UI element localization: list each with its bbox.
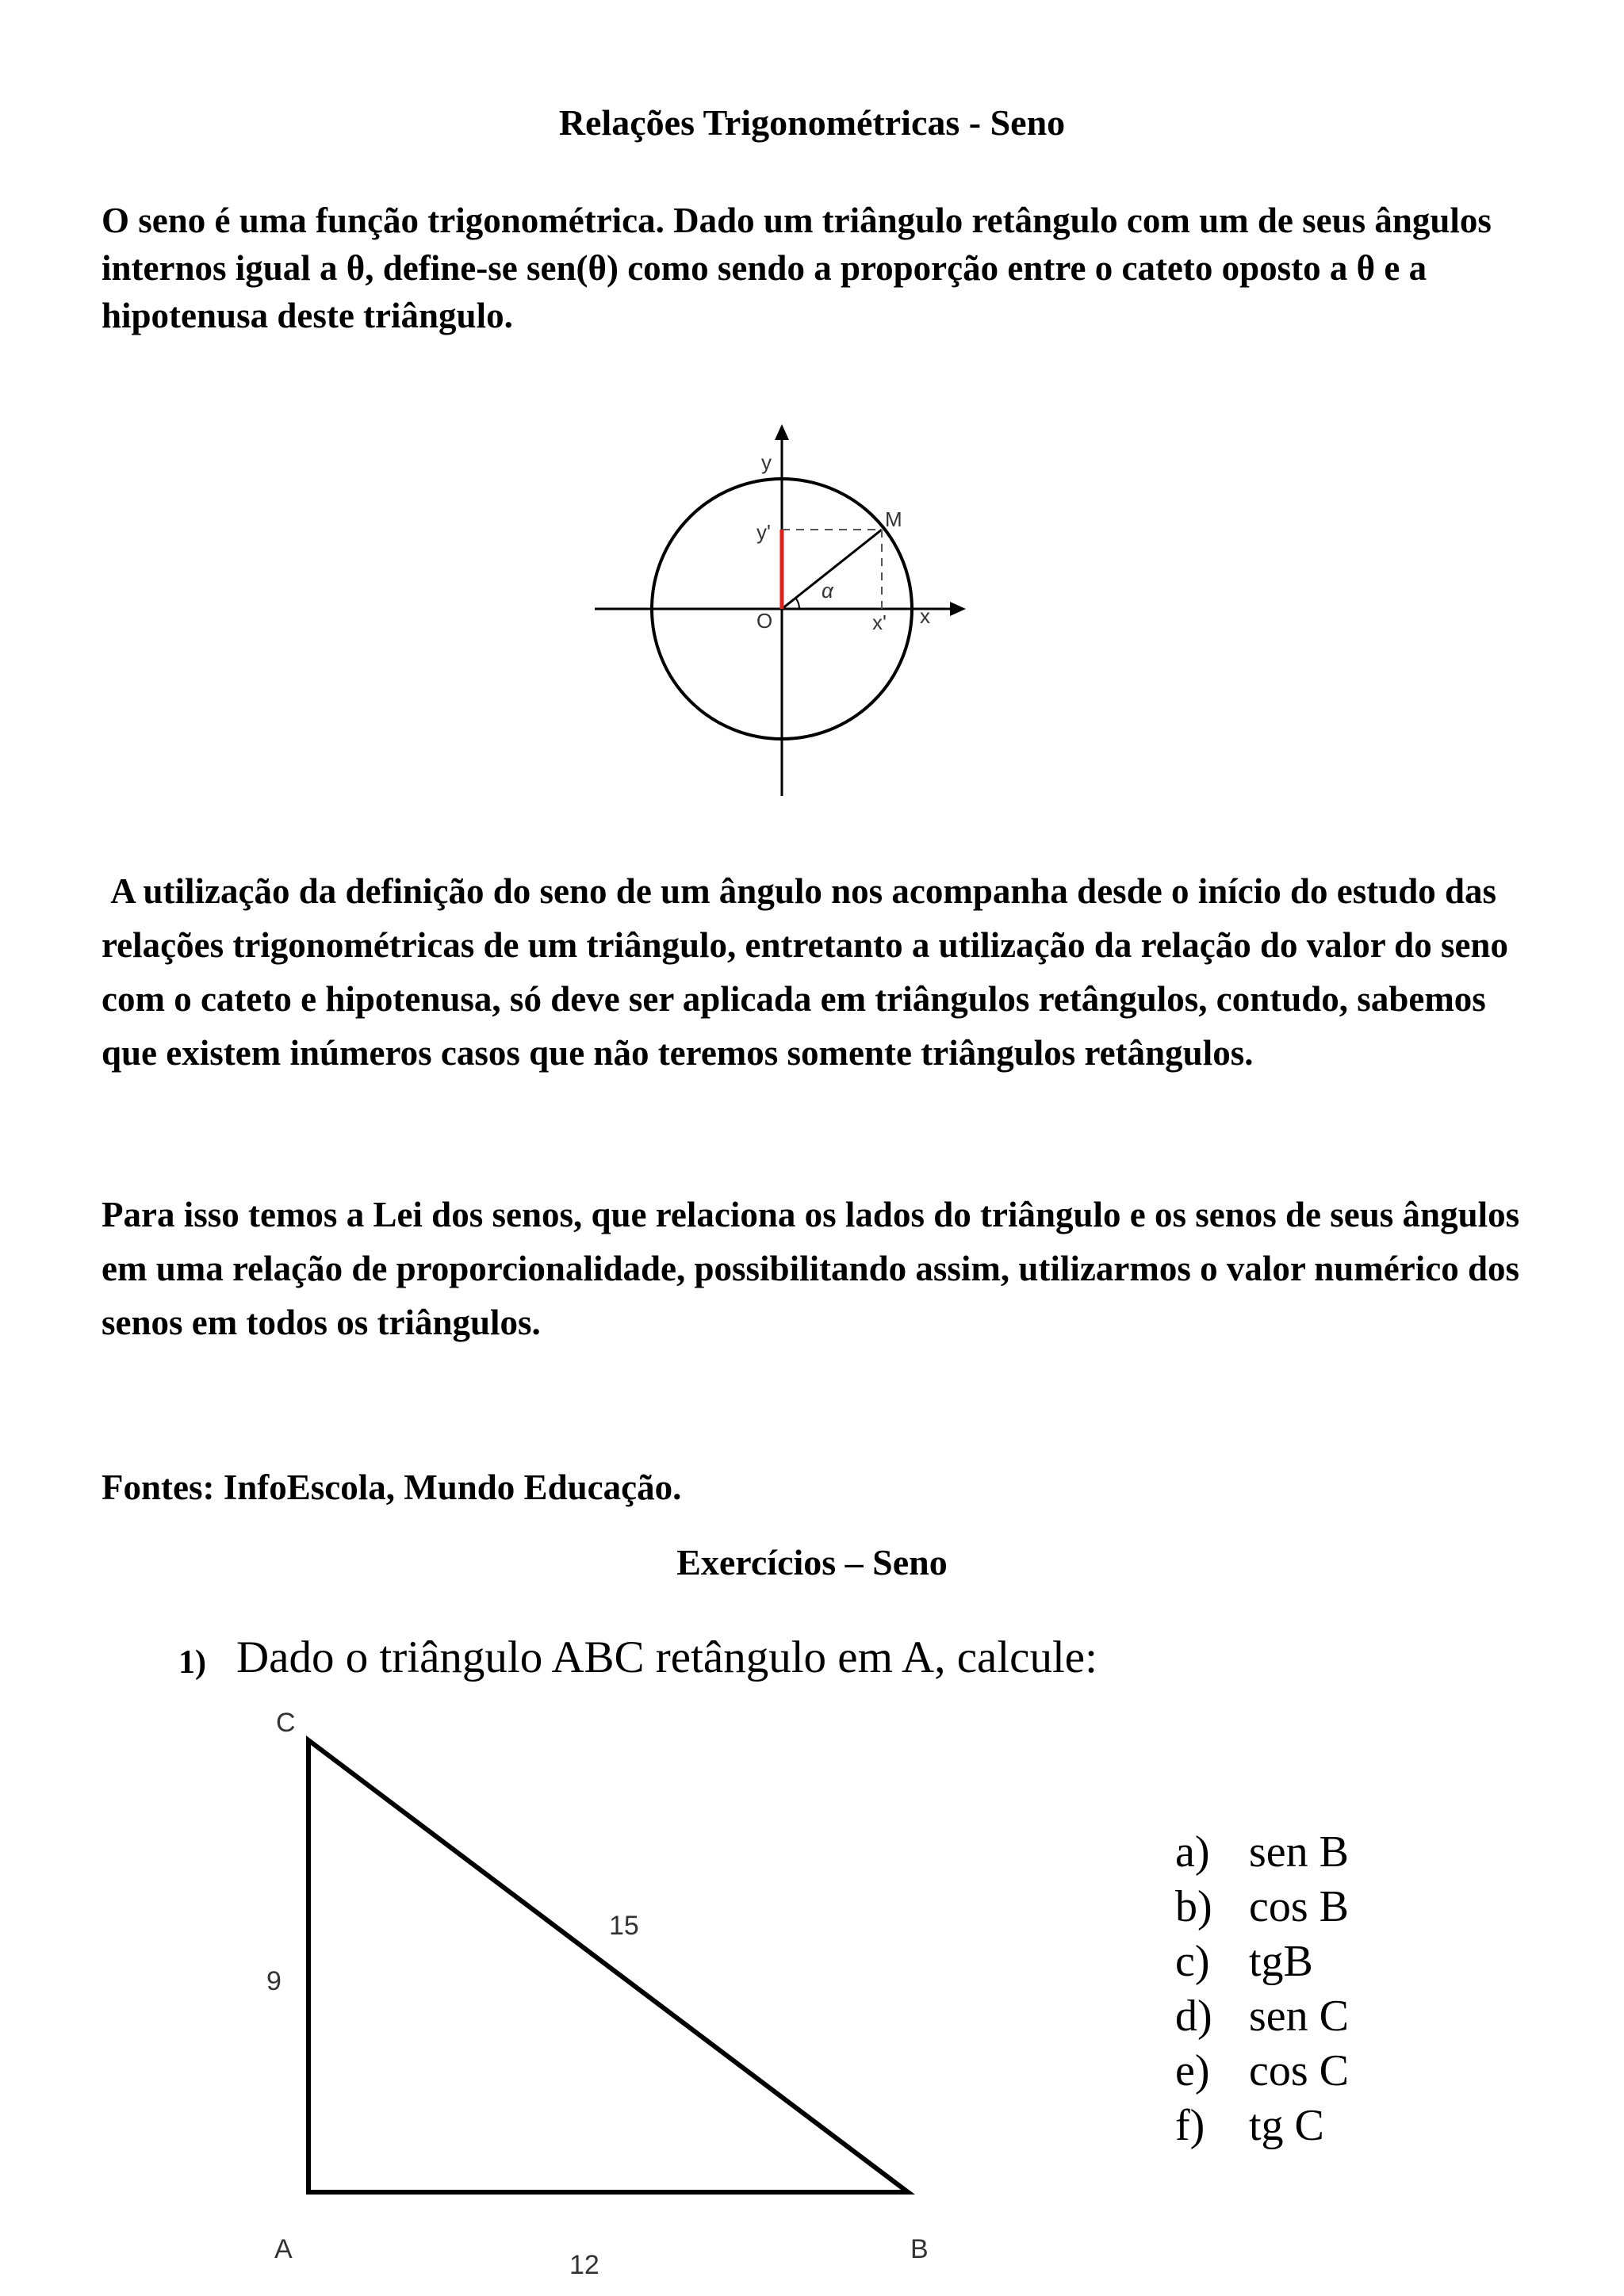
triangle-abc xyxy=(308,1740,908,2192)
item-text: tgB xyxy=(1249,1937,1313,1986)
intro-paragraph: O seno é uma função trigonométrica. Dado um triângulo retângulo com um de seus ângulos internos igual a θ, define-se sen(θ) como sendo a proporção entre o cateto oposto a θ e a hipotenusa deste triângulo. xyxy=(102,201,1492,335)
item-text: sen C xyxy=(1249,1992,1349,2041)
exercise-item xyxy=(1175,2044,1349,2099)
usage-paragraph-text: A utilização da definição do seno de um ângulo nos acompanha desde o início do estudo das relações trigonométricas de um triângulo, entretanto a utilização da relação do valor do seno com o cateto e hipotenusa, só deve ser aplicada em triângulos retângulos, contudo, sabemos que existem inúmeros casos que não teremos somente triângulos retângulos. xyxy=(102,871,1508,1073)
exercise-number: 1) xyxy=(178,1644,206,1681)
exercise-item xyxy=(1175,2099,1349,2153)
side-label-ab: 12 xyxy=(569,2250,599,2280)
label-angle-alpha: α xyxy=(822,579,833,603)
exercise-item xyxy=(1175,1989,1349,2044)
item-letter: c) xyxy=(1175,1937,1210,1986)
item-text: tg C xyxy=(1249,2101,1324,2150)
item-letter: f) xyxy=(1175,2101,1205,2150)
item-text: cos C xyxy=(1249,2046,1349,2095)
label-point-m: M xyxy=(885,507,902,531)
side-label-ac: 9 xyxy=(266,1966,282,1996)
item-letter: e) xyxy=(1175,2046,1210,2095)
unit-circle-figure xyxy=(587,412,983,801)
item-letter: b) xyxy=(1175,1882,1212,1931)
item-text: cos B xyxy=(1249,1882,1349,1931)
document-title: Relações Trigonométricas - Seno xyxy=(558,102,1066,143)
vertex-label-b: B xyxy=(910,2234,929,2264)
angle-arc xyxy=(795,598,799,609)
item-letter: a) xyxy=(1175,1827,1210,1877)
y-axis-arrow xyxy=(775,424,789,440)
side-label-bc: 15 xyxy=(609,1911,639,1941)
item-letter: d) xyxy=(1175,1992,1212,2041)
exercise-item xyxy=(1175,1880,1349,1934)
exercise-item xyxy=(1175,1934,1349,1989)
exercises-title: Exercícios – Seno xyxy=(676,1542,948,1582)
label-y-prime: y' xyxy=(756,520,771,544)
usage-paragraph xyxy=(102,864,1529,1080)
law-of-sines-paragraph: Para isso temos a Lei dos senos, que relaciona os lados do triângulo e os senos de seus ângulos em uma relação de proporcionalidade, possibilitando assim, utilizarmos o valor numérico dos senos em todos os triângulos. xyxy=(102,1195,1520,1342)
label-x-axis: x xyxy=(920,604,930,628)
vertex-label-c: C xyxy=(276,1708,296,1738)
label-x-prime: x' xyxy=(872,610,887,634)
exercise-statement: Dado o triângulo ABC retângulo em A, calcule: xyxy=(236,1632,1097,1682)
vertex-label-a: A xyxy=(274,2234,293,2264)
sources-line: Fontes: InfoEscola, Mundo Educação. xyxy=(102,1468,682,1507)
label-origin: O xyxy=(756,609,773,633)
item-text: sen B xyxy=(1249,1827,1349,1877)
exercise-item xyxy=(1175,1825,1349,1880)
label-y-axis: y xyxy=(761,450,772,474)
exercise-items-list xyxy=(1175,1825,1349,2153)
x-axis-arrow xyxy=(950,602,966,616)
triangle-abc-figure xyxy=(254,1697,967,2280)
